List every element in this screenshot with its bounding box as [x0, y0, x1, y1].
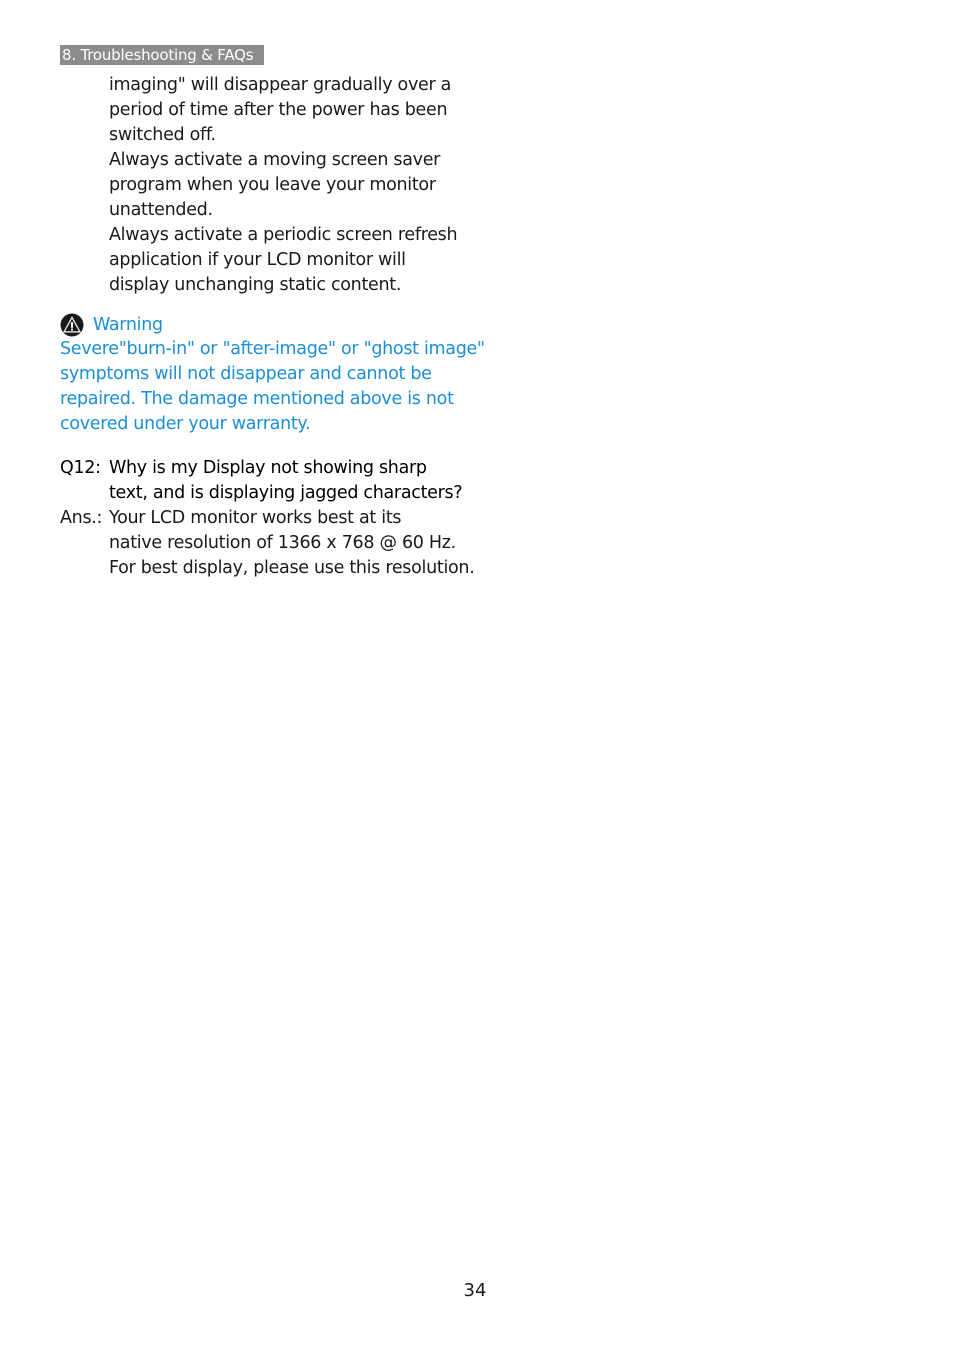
- paragraph-line: application if your LCD monitor will: [109, 250, 406, 270]
- paragraph-line: Always activate a moving screen saver: [109, 150, 441, 170]
- warning-triangle-icon: [60, 313, 84, 337]
- paragraph-line: switched off.: [109, 125, 216, 145]
- page-number: 34: [463, 1280, 487, 1301]
- answer-line: native resolution of 1366 x 768 @ 60 Hz.: [109, 533, 456, 553]
- question-line: text, and is displaying jagged characters?: [109, 483, 463, 503]
- paragraph-line: program when you leave your monitor: [109, 175, 436, 195]
- warning-line: Severe"burn-in" or "after-image" or "ghost image": [60, 339, 485, 359]
- paragraph-line: unattended.: [109, 200, 213, 220]
- question-label: Q12:: [60, 458, 101, 478]
- warning-title: Warning: [93, 314, 163, 335]
- paragraph-line: display unchanging static content.: [109, 275, 402, 295]
- continued-paragraph: [109, 73, 457, 298]
- paragraph-line: Always activate a periodic screen refresh: [109, 225, 458, 245]
- warning-line: covered under your warranty.: [60, 414, 311, 434]
- paragraph-line: imaging" will disappear gradually over a: [109, 75, 452, 95]
- question-q12: [60, 456, 462, 506]
- warning-heading: [60, 312, 163, 337]
- answer-line: Your LCD monitor works best at its: [109, 508, 402, 528]
- warning-line: repaired. The damage mentioned above is not: [60, 389, 454, 409]
- answer-label: Ans.:: [60, 508, 103, 528]
- answer-text: [109, 506, 474, 581]
- paragraph-line: period of time after the power has been: [109, 100, 448, 120]
- question-line: Why is my Display not showing sharp: [109, 458, 427, 478]
- warning-line: symptoms will not disappear and cannot be: [60, 364, 432, 384]
- answer-q12: [60, 506, 474, 581]
- answer-line: For best display, please use this resolution.: [109, 558, 475, 578]
- question-text: [109, 456, 462, 506]
- section-tab: 8. Troubleshooting & FAQs: [60, 45, 264, 65]
- warning-body: [60, 337, 485, 437]
